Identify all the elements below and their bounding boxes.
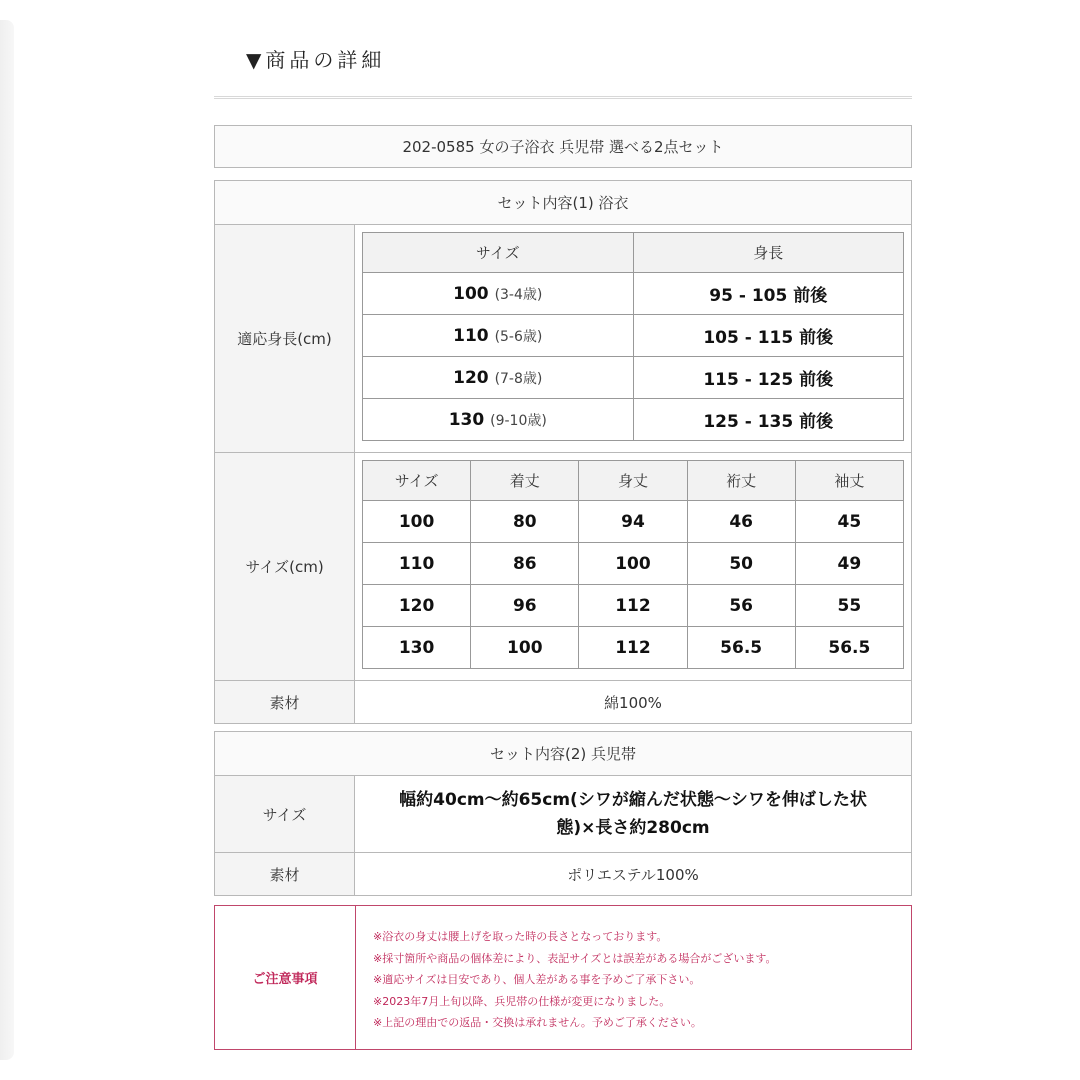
table-cell: 96 [471,585,579,627]
table-cell: 56 [687,585,795,627]
table-row [363,399,904,441]
size-row [215,453,911,681]
height-table [362,232,904,441]
height-value: 125 - 135 前後 [633,399,904,441]
table-row [363,585,904,627]
size-cell [355,453,911,680]
table-cell: 130 [363,627,471,669]
table-cell: 110 [363,543,471,585]
table-row [363,273,904,315]
table-cell: 94 [579,501,687,543]
age-range: (9-10歳) [490,412,547,429]
age-range: (7-8歳) [494,370,543,387]
col-header: 着丈 [471,461,579,501]
table-row [363,627,904,669]
caution-box [214,905,912,1050]
table-cell: 86 [471,543,579,585]
table-cell: 120 [363,585,471,627]
caution-line: ※浴衣の身丈は腰上げを取った時の長さとなっております。 [373,930,668,943]
age-range: (5-6歳) [494,328,543,345]
height-value: 105 - 115 前後 [633,315,904,357]
height-label: 適応身長(cm) [215,225,355,452]
set1-header: セット内容(1) 浴衣 [215,181,911,225]
col-header: サイズ [363,233,634,273]
size-table [362,460,904,669]
set2-table [214,731,912,896]
material-value: 綿100% [604,693,662,712]
table-cell: 46 [687,501,795,543]
caution-label: ご注意事項 [215,906,356,1049]
obi-size-cell [355,776,911,852]
table-cell: 50 [687,543,795,585]
table-cell: 100 [363,501,471,543]
table-cell: 56.5 [687,627,795,669]
height-row [215,225,911,453]
obi-size-label: サイズ [215,776,355,852]
size-value: 130 [448,409,485,430]
set1-table [214,180,912,724]
height-cell [355,225,911,452]
material-label: 素材 [215,681,355,723]
caution-line: ※採寸箇所や商品の個体差により、表記サイズとは誤差がある場合がございます。 [373,951,777,965]
table-row [363,357,904,399]
col-header: 裄丈 [687,461,795,501]
size-value: 100 [453,283,489,304]
table-cell: 80 [471,501,579,543]
table-cell: 45 [795,501,903,543]
obi-size-line1: 幅約40cm〜約65cm(シワが縮んだ状態〜シワを伸ばした状 [399,790,867,810]
table-row [363,543,904,585]
obi-size-line2: 態)×長さ約280cm [556,818,710,838]
obi-material-row [215,853,911,895]
material-row [215,681,911,723]
table-cell: 49 [795,543,903,585]
table-cell: 100 [579,543,687,585]
page-left-edge [0,20,14,1060]
obi-material-value: ポリエステル100% [567,865,699,884]
height-value: 95 - 105 前後 [633,273,904,315]
caution-line: ※2023年7月上旬以降、兵児帯の仕様が変更になりました。 [373,994,671,1008]
height-value: 115 - 125 前後 [633,357,904,399]
product-title: 202-0585 女の子浴衣 兵児帯 選べる2点セット [214,125,912,168]
obi-material-label: 素材 [215,853,355,895]
table-row [363,315,904,357]
obi-size-row [215,776,911,853]
table-cell: 112 [579,585,687,627]
section-heading: ▼商品の詳細 [246,48,386,72]
table-cell: 100 [471,627,579,669]
set2-header: セット内容(2) 兵児帯 [215,732,911,776]
heading-divider [214,96,912,99]
caution-line: ※適応サイズは目安であり、個人差がある事を予めご了承下さい。 [373,973,701,986]
table-cell: 55 [795,585,903,627]
caution-notes [356,906,911,1049]
table-row [363,501,904,543]
col-header: 袖丈 [795,461,903,501]
size-value: 110 [453,325,489,346]
col-header: 身丈 [579,461,687,501]
table-cell: 112 [579,627,687,669]
table-cell: 56.5 [795,627,903,669]
col-header: 身長 [633,233,904,273]
size-label: サイズ(cm) [215,453,355,680]
col-header: サイズ [363,461,471,501]
size-value: 120 [453,367,489,388]
age-range: (3-4歳) [494,286,543,303]
caution-line: ※上記の理由での返品・交換は承れません。予めご了承ください。 [373,1016,702,1029]
